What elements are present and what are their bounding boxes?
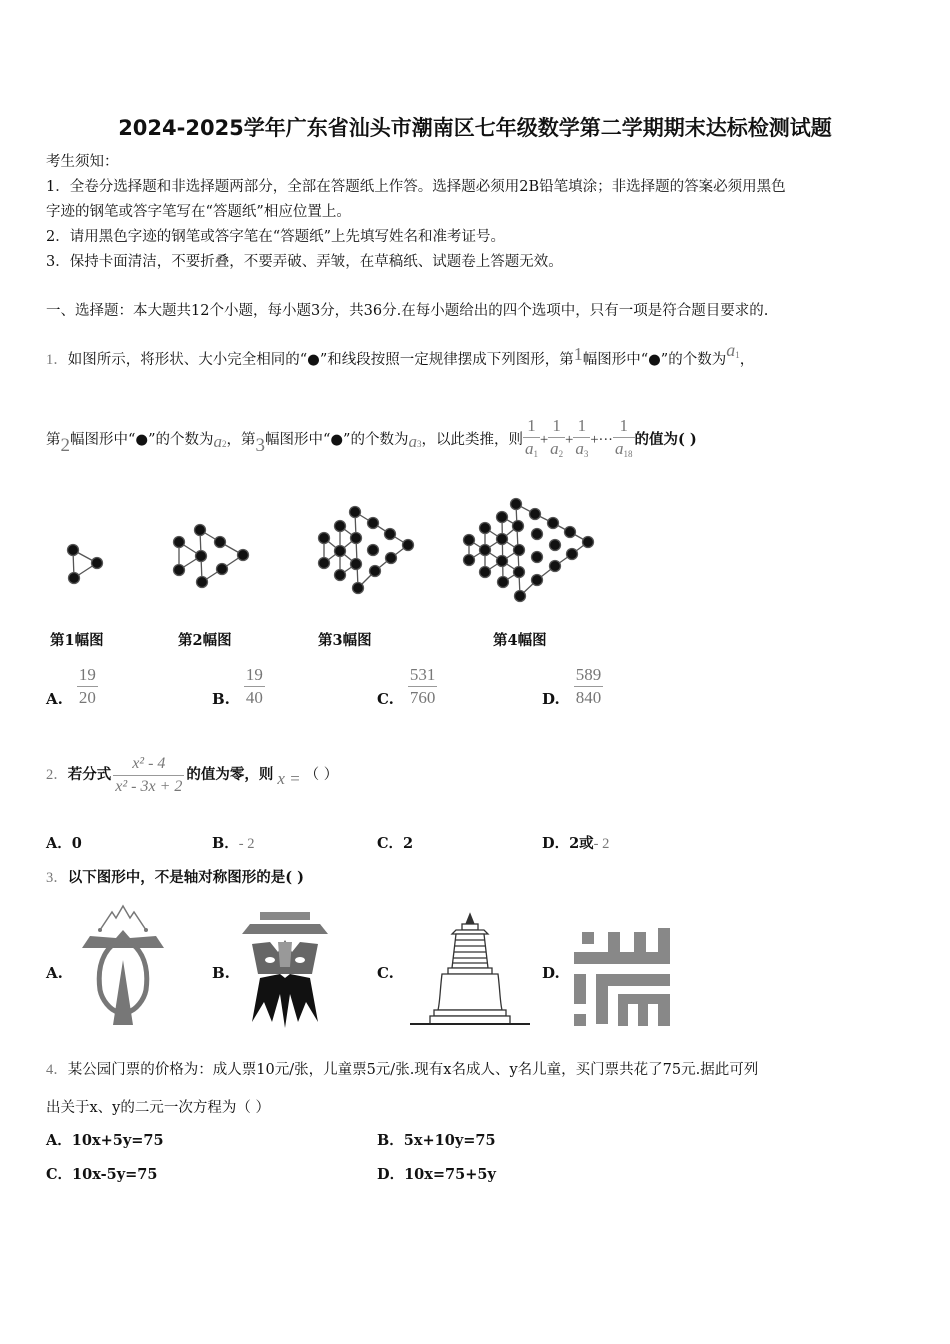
opera-mask-icon[interactable]: [240, 912, 330, 1030]
q1-line1: 1．如图所示，将形状、大小完全相同的“●”和线段按照一定规律摆成下列图形，第1幅图形中“●”的个数为$a^1$，: [46, 340, 755, 368]
q4-option-d[interactable]: D．10x=75+5y: [377, 1166, 496, 1183]
sum-term-18: $\frac{1}{a_{18}}$: [615, 416, 633, 459]
q3-option-a-label[interactable]: A.: [46, 964, 63, 982]
q1-option-c[interactable]: C. $\frac{531}{760}$: [377, 665, 436, 708]
figure-caption-4: 第4幅图: [493, 632, 547, 649]
q2-option-b[interactable]: B．- 2: [212, 835, 255, 852]
q4-stem-line1: 4．某公园门票的价格为：成人票10元/张，儿童票5元/张.现有x名成人、y名儿童，买门票共花了75元.据此可列: [46, 1062, 759, 1078]
q3-option-c-label[interactable]: C.: [377, 964, 394, 982]
section-heading: 一、选择题：本大题共12个小题，每小题3分，共36分.在每小题给出的四个选项中，只有一项是符合题目要求的.: [46, 303, 769, 319]
q3-stem: 3．以下图形中，不是轴对称图形的是( ): [46, 869, 305, 886]
q2-option-d[interactable]: D．2或- 2: [542, 835, 610, 852]
q4-option-c[interactable]: C．10x-5y=75: [46, 1166, 158, 1183]
notice-item-1: 1．全卷分选择题和非选择题两部分，全部在答题纸上作答。选择题必须用2B铅笔填涂；非选择题的答案必须用黑色: [46, 179, 786, 195]
q4-stem-line2: 出关于x、y的二元一次方程为（ ）: [46, 1100, 270, 1116]
notice-item-2: 2．请用黑色字迹的钢笔或答字笔在“答题纸”上先填写姓名和准考证号。: [46, 229, 506, 245]
q1-option-a[interactable]: A. $\frac{19}{20}$: [46, 665, 96, 708]
q2-stem: 2． 若分式 $\frac{\text{x² - 4}}{\text{x² - 3x + 2}}$ 的值为零，则 x = （ ）: [46, 750, 338, 800]
figure-caption-1: 第1幅图: [50, 632, 104, 649]
sum-term-2: $\frac{1}{a_2}$: [550, 416, 564, 459]
q3-option-b-label[interactable]: B.: [212, 964, 230, 982]
dot-pattern-figures: [40, 490, 660, 610]
q4-option-a[interactable]: A．10x+5y=75: [46, 1132, 164, 1149]
page-title: 2024-2025学年广东省汕头市潮南区七年级数学第二学期期末达标检测试题: [118, 116, 832, 140]
q1-option-d[interactable]: D. $\frac{589}{840}$: [542, 665, 602, 708]
q2-option-a[interactable]: A．0: [46, 835, 82, 852]
bird-emblem-icon[interactable]: [78, 900, 168, 1030]
sum-term-3: $\frac{1}{a_3}$: [575, 416, 589, 459]
figure-caption-2: 第2幅图: [178, 632, 232, 649]
figure-2-icon: [174, 525, 249, 588]
q1-option-b[interactable]: B. $\frac{19}{40}$: [212, 665, 263, 708]
notice-heading: 考生须知：: [46, 154, 119, 170]
q3-option-d-label[interactable]: D.: [542, 964, 560, 982]
figure-caption-3: 第3幅图: [318, 632, 372, 649]
q1-line2: 第 2 幅图形中“●”的个数为 a 2 ，第 3 幅图形中“●”的个数为 a 3 ，以此类推，则 $\frac{1}{a_1}$ + $\frac{1}{a_2}$ + $\frac{1}{a_3}$ +··· $\frac{1}{a_{18}}$ 的值为( ): [46, 412, 697, 468]
figure-4-icon: [464, 499, 594, 602]
figure-1-icon: [68, 545, 103, 584]
q2-option-c[interactable]: C．2: [377, 835, 414, 852]
figure-3-icon: [319, 507, 414, 594]
q4-option-b[interactable]: B．5x+10y=75: [377, 1132, 496, 1149]
maze-glyph-icon[interactable]: [574, 928, 670, 1026]
pagoda-icon[interactable]: [408, 910, 533, 1028]
q1-number: 1．: [46, 352, 68, 368]
sum-term-1: $\frac{1}{a_1}$: [524, 416, 538, 459]
notice-item-3: 3．保持卡面清洁，不要折叠，不要弄破、弄皱，在草稿纸、试题卷上答题无效。: [46, 254, 563, 270]
notice-item-1-cont: 字迹的钢笔或答字笔写在“答题纸”相应位置上。: [46, 204, 351, 220]
q2-fraction: $\frac{\text{x² - 4}}{\text{x² - 3x + 2}}$: [115, 754, 183, 795]
